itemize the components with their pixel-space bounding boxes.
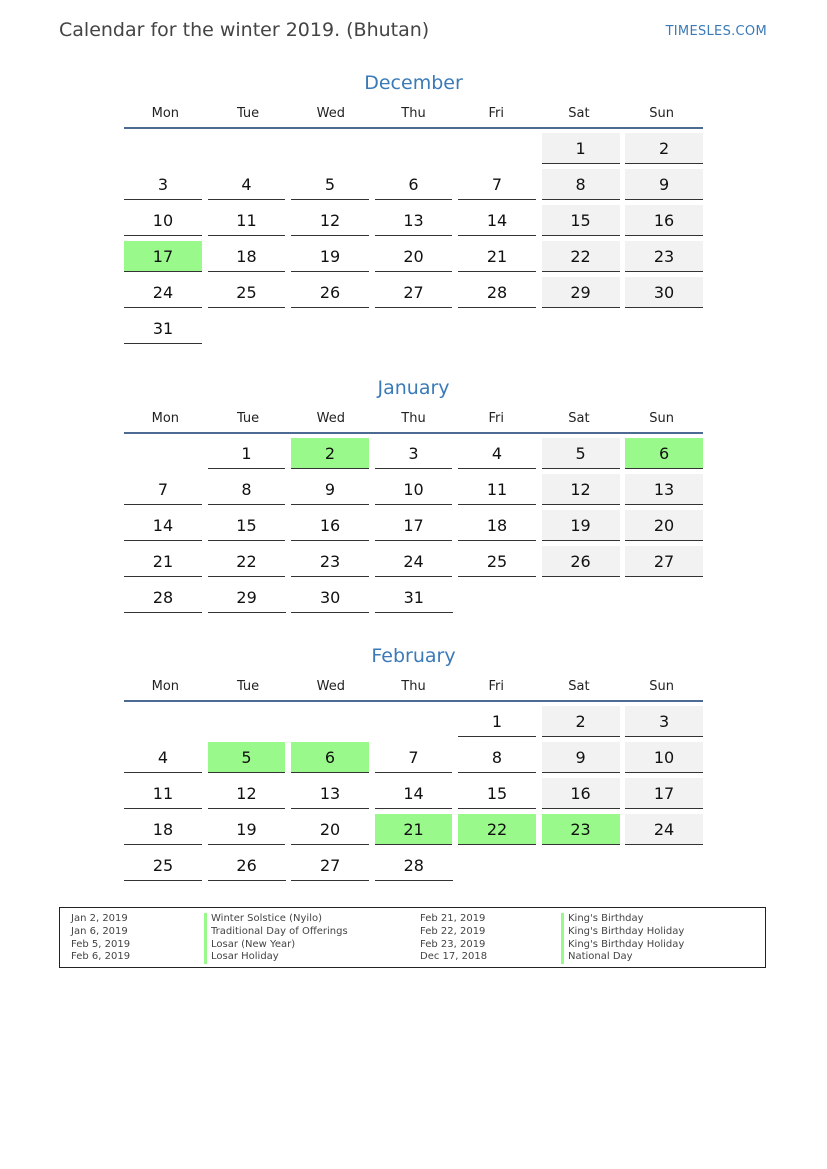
day-cell[interactable]: 1 [208, 438, 286, 469]
day-cell[interactable]: 16 [625, 205, 703, 236]
day-cell[interactable]: 8 [542, 169, 620, 200]
empty-day-cell [291, 706, 369, 737]
day-cell[interactable]: 15 [208, 510, 286, 541]
legend-date: Jan 2, 2019 [71, 913, 128, 924]
legend-date: Dec 17, 2018 [420, 951, 488, 963]
legend-date: Feb 6, 2019 [71, 951, 131, 963]
day-cell[interactable]: 13 [375, 205, 453, 236]
week-row [124, 169, 703, 205]
weekday-label: Sun [649, 106, 675, 121]
day-cell[interactable]: 1 [542, 133, 620, 164]
page-title: Calendar for the winter 2019. (Bhutan) [59, 19, 430, 41]
day-cell[interactable]: 7 [124, 474, 202, 505]
weekday-header [124, 105, 703, 129]
legend-holiday-name: Losar (New Year) [204, 939, 348, 952]
day-cell[interactable]: 20 [291, 814, 369, 845]
empty-day-cell [124, 438, 202, 469]
legend-holiday-name: Losar Holiday [204, 951, 348, 964]
legend-holiday-name: Winter Solstice (Nyilo) [204, 913, 348, 926]
day-cell[interactable]: 17 [625, 778, 703, 809]
weekday-label: Fri [488, 411, 504, 426]
day-cell[interactable]: 6 [375, 169, 453, 200]
legend-holiday-name: King's Birthday [561, 913, 684, 926]
day-cell[interactable]: 17 [375, 510, 453, 541]
day-cell[interactable]: 21 [458, 241, 536, 272]
day-cell[interactable]: 29 [542, 277, 620, 308]
legend-date: Feb 22, 2019 [420, 925, 486, 937]
weekday-label: Fri [488, 106, 504, 121]
day-cell[interactable]: 19 [291, 241, 369, 272]
day-cell[interactable]: 15 [542, 205, 620, 236]
empty-day-cell [375, 706, 453, 737]
day-cell[interactable]: 14 [124, 510, 202, 541]
day-cell[interactable]: 27 [291, 850, 369, 881]
day-cell[interactable]: 24 [625, 814, 703, 845]
month-title: January [377, 377, 450, 399]
week-row [124, 582, 703, 618]
holiday-day-cell[interactable]: 22 [458, 814, 536, 845]
day-cell[interactable]: 19 [542, 510, 620, 541]
day-cell[interactable]: 12 [208, 778, 286, 809]
weekday-label: Sat [568, 106, 590, 121]
day-cell[interactable]: 31 [124, 313, 202, 344]
empty-day-cell [458, 133, 536, 164]
weekday-label: Sun [649, 679, 675, 694]
holiday-day-cell[interactable]: 2 [291, 438, 369, 469]
day-cell[interactable]: 4 [208, 169, 286, 200]
day-cell[interactable]: 8 [458, 742, 536, 773]
legend-names-left [204, 913, 348, 964]
week-row [124, 546, 703, 582]
day-cell[interactable]: 5 [542, 438, 620, 469]
empty-day-cell [124, 706, 202, 737]
day-cell[interactable]: 25 [124, 850, 202, 881]
day-cell[interactable]: 30 [625, 277, 703, 308]
holiday-legend [59, 907, 766, 968]
weekday-label: Wed [316, 411, 345, 426]
day-cell[interactable]: 26 [208, 850, 286, 881]
week-row [124, 133, 703, 169]
day-cell[interactable]: 20 [375, 241, 453, 272]
day-grid [124, 438, 703, 618]
day-cell[interactable]: 23 [625, 241, 703, 272]
day-cell[interactable]: 22 [208, 546, 286, 577]
legend-holiday-name: King's Birthday Holiday [561, 926, 684, 939]
day-cell[interactable]: 2 [542, 706, 620, 737]
week-row [124, 438, 703, 474]
weekday-label: Mon [151, 411, 180, 426]
day-cell[interactable]: 7 [375, 742, 453, 773]
legend-dates-right [420, 913, 487, 964]
day-cell[interactable]: 3 [375, 438, 453, 469]
week-row [124, 742, 703, 778]
weekday-label: Sat [568, 679, 590, 694]
day-cell[interactable]: 9 [625, 169, 703, 200]
month-december [124, 69, 703, 349]
day-cell[interactable]: 14 [375, 778, 453, 809]
day-cell[interactable]: 1 [458, 706, 536, 737]
day-grid [124, 133, 703, 349]
day-cell[interactable]: 3 [124, 169, 202, 200]
day-cell[interactable]: 19 [208, 814, 286, 845]
legend-holiday-name: King's Birthday Holiday [561, 939, 684, 952]
day-cell[interactable]: 13 [291, 778, 369, 809]
month-january [124, 374, 703, 618]
day-cell[interactable]: 20 [625, 510, 703, 541]
day-cell[interactable]: 28 [375, 850, 453, 881]
month-title: February [371, 645, 456, 667]
legend-date: Jan 6, 2019 [71, 925, 128, 937]
day-cell[interactable]: 21 [124, 546, 202, 577]
weekday-label: Thu [401, 411, 426, 426]
day-cell[interactable]: 12 [291, 205, 369, 236]
weekday-label: Wed [316, 679, 345, 694]
day-cell[interactable]: 18 [458, 510, 536, 541]
brand-link[interactable]: TIMESLES.COM [665, 24, 767, 39]
legend-date: Feb 21, 2019 [420, 913, 486, 924]
day-cell[interactable]: 10 [124, 205, 202, 236]
legend-holiday-name: Traditional Day of Offerings [204, 926, 348, 939]
day-cell[interactable]: 3 [625, 706, 703, 737]
legend-date: Feb 23, 2019 [420, 938, 486, 950]
holiday-day-cell[interactable]: 21 [375, 814, 453, 845]
day-cell[interactable]: 26 [542, 546, 620, 577]
day-cell[interactable]: 25 [208, 277, 286, 308]
holiday-day-cell[interactable]: 6 [291, 742, 369, 773]
month-february [124, 642, 703, 886]
day-cell[interactable]: 10 [375, 474, 453, 505]
weekday-label: Tue [236, 679, 260, 694]
weekday-label: Thu [401, 679, 426, 694]
day-cell[interactable]: 16 [542, 778, 620, 809]
week-row [124, 205, 703, 241]
day-cell[interactable]: 2 [625, 133, 703, 164]
day-cell[interactable]: 11 [458, 474, 536, 505]
week-row [124, 241, 703, 277]
day-cell[interactable]: 11 [124, 778, 202, 809]
weekday-label: Thu [401, 106, 426, 121]
day-cell[interactable]: 18 [208, 241, 286, 272]
empty-day-cell [208, 133, 286, 164]
day-cell[interactable]: 14 [458, 205, 536, 236]
day-cell[interactable]: 15 [458, 778, 536, 809]
day-cell[interactable]: 28 [458, 277, 536, 308]
day-cell[interactable]: 27 [625, 546, 703, 577]
week-row [124, 277, 703, 313]
day-cell[interactable]: 25 [458, 546, 536, 577]
week-row [124, 706, 703, 742]
day-cell[interactable]: 31 [375, 582, 453, 613]
day-cell[interactable]: 26 [291, 277, 369, 308]
weekday-label: Sat [568, 411, 590, 426]
empty-day-cell [124, 133, 202, 164]
day-cell[interactable]: 11 [208, 205, 286, 236]
day-cell[interactable]: 18 [124, 814, 202, 845]
weekday-label: Wed [316, 106, 345, 121]
day-cell[interactable]: 27 [375, 277, 453, 308]
empty-day-cell [208, 706, 286, 737]
week-row [124, 850, 703, 886]
legend-names-right [561, 913, 684, 964]
holiday-day-cell[interactable]: 23 [542, 814, 620, 845]
weekday-label: Mon [151, 679, 180, 694]
weekday-header [124, 410, 703, 434]
week-row [124, 510, 703, 546]
weekday-label: Mon [151, 106, 180, 121]
weekday-label: Tue [236, 411, 260, 426]
holiday-day-cell[interactable]: 5 [208, 742, 286, 773]
day-cell[interactable]: 30 [291, 582, 369, 613]
legend-dates-left [71, 913, 130, 964]
holiday-day-cell[interactable]: 6 [625, 438, 703, 469]
week-row [124, 778, 703, 814]
day-cell[interactable]: 7 [458, 169, 536, 200]
weekday-label: Tue [236, 106, 260, 121]
day-cell[interactable]: 9 [291, 474, 369, 505]
week-row [124, 814, 703, 850]
day-cell[interactable]: 13 [625, 474, 703, 505]
day-cell[interactable]: 12 [542, 474, 620, 505]
day-cell[interactable]: 16 [291, 510, 369, 541]
week-row [124, 313, 703, 349]
weekday-header [124, 678, 703, 702]
day-cell[interactable]: 4 [124, 742, 202, 773]
day-cell[interactable]: 22 [542, 241, 620, 272]
day-cell[interactable]: 24 [124, 277, 202, 308]
day-cell[interactable]: 10 [625, 742, 703, 773]
weekday-label: Fri [488, 679, 504, 694]
empty-day-cell [375, 133, 453, 164]
day-cell[interactable]: 29 [208, 582, 286, 613]
day-cell[interactable]: 28 [124, 582, 202, 613]
day-cell[interactable]: 8 [208, 474, 286, 505]
day-cell[interactable]: 24 [375, 546, 453, 577]
holiday-day-cell[interactable]: 17 [124, 241, 202, 272]
legend-date: Feb 5, 2019 [71, 938, 131, 950]
day-cell[interactable]: 9 [542, 742, 620, 773]
day-cell[interactable]: 5 [291, 169, 369, 200]
day-cell[interactable]: 23 [291, 546, 369, 577]
month-title: December [364, 72, 463, 94]
legend-holiday-name: National Day [561, 951, 684, 964]
day-grid [124, 706, 703, 886]
weekday-label: Sun [649, 411, 675, 426]
week-row [124, 474, 703, 510]
day-cell[interactable]: 4 [458, 438, 536, 469]
empty-day-cell [291, 133, 369, 164]
